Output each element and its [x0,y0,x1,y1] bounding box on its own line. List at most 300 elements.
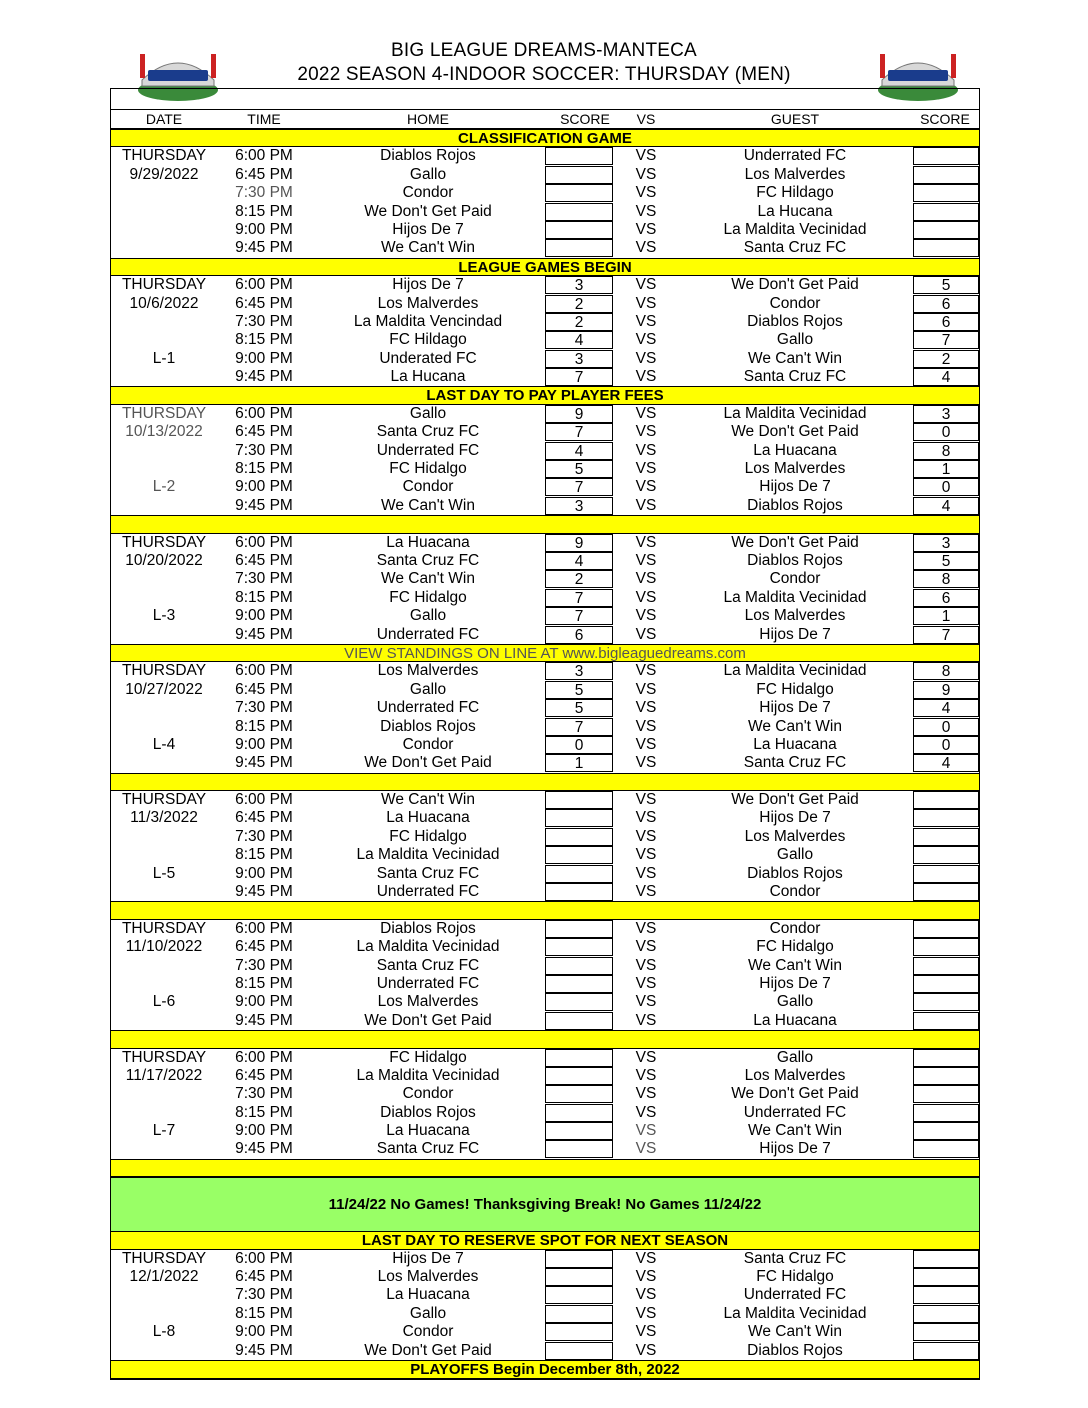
game-time: 9:45 PM [235,1011,293,1029]
game-row [111,405,979,423]
home-team: Condor [402,1323,454,1341]
game-time: 8:15 PM [235,202,293,220]
guest-team: Hijos De 7 [759,1140,831,1158]
section-band [111,1159,979,1177]
home-score [545,1342,613,1360]
guest-team: Condor [769,294,821,312]
guest-score [913,993,979,1011]
game-time: 7:30 PM [235,827,293,845]
guest-team: La Huacana [753,441,837,459]
home-score [545,993,613,1011]
vs-label: VS [635,441,657,459]
game-time: 6:00 PM [235,404,293,422]
guest-score [913,1323,979,1341]
guest-team: We Don't Get Paid [731,276,859,294]
page-title: BIG LEAGUE DREAMS-MANTECA [391,40,697,61]
guest-team: Diablos Rojos [747,864,843,882]
guest-score [913,957,979,975]
col-score-home: SCORE [560,111,610,127]
vs-label: VS [635,919,657,937]
game-row [111,184,979,202]
vs-label: VS [635,294,657,312]
guest-score: 7 [913,626,979,644]
guest-score: 4 [913,497,979,515]
game-row [111,809,979,827]
vs-label: VS [635,588,657,606]
home-score: 6 [545,626,613,644]
home-team: Diablos Rojos [380,147,476,165]
col-score-guest: SCORE [920,111,970,127]
game-date: L-5 [152,864,176,882]
home-team: Hijos De 7 [392,220,464,238]
home-team: Underated FC [379,349,477,367]
game-time: 7:30 PM [235,312,293,330]
game-date: THURSDAY [121,1249,207,1267]
blank-top-row [111,89,979,110]
col-home: HOME [407,111,449,127]
home-score: 7 [545,589,613,607]
game-time: 6:00 PM [235,1048,293,1066]
guest-team: FC Hildago [756,184,834,202]
game-date: 11/3/2022 [130,809,198,827]
home-score [545,1286,613,1304]
home-team: Diablos Rojos [380,919,476,937]
game-date: 10/27/2022 [125,680,203,698]
game-row [111,791,979,809]
home-team: Gallo [409,165,447,183]
vs-label: VS [635,827,657,845]
game-time: 8:15 PM [235,588,293,606]
game-date: 11/10/2022 [125,938,203,956]
home-score: 3 [545,497,613,515]
home-team: We Don't Get Paid [364,1011,492,1029]
home-team: FC Hidalgo [389,588,467,606]
game-row [111,1067,979,1085]
guest-team: We Don't Get Paid [731,1085,859,1103]
vs-label: VS [635,699,657,717]
guest-team: Gallo [776,993,814,1011]
game-date: L-7 [152,1122,176,1140]
section-band [111,773,979,791]
guest-team: Gallo [776,1048,814,1066]
home-team: Los Malverdes [377,662,479,680]
home-score [545,184,613,202]
guest-team: Diablos Rojos [747,551,843,569]
game-time: 9:00 PM [235,220,293,238]
guest-score [913,883,979,901]
home-score [545,809,613,827]
guest-score [913,809,979,827]
home-score: 5 [545,460,613,478]
vs-label: VS [635,1140,657,1158]
home-score [545,1104,613,1122]
guest-score [913,239,979,257]
home-score [545,203,613,221]
game-row [111,221,979,239]
game-row [111,754,979,772]
game-date: THURSDAY [121,919,207,937]
game-time: 7:30 PM [235,441,293,459]
game-row [111,570,979,588]
game-row [111,552,979,570]
vs-label: VS [635,202,657,220]
guest-team: Los Malverdes [744,607,846,625]
game-time: 8:15 PM [235,1304,293,1322]
guest-score: 5 [913,276,979,294]
home-team: La Huacana [386,533,470,551]
home-team: Santa Cruz FC [376,551,480,569]
vs-label: VS [635,551,657,569]
guest-score: 9 [913,681,979,699]
guest-team: FC Hidalgo [756,1268,834,1286]
section-band: LAST DAY TO PAY PLAYER FEES [111,386,979,404]
home-team: Gallo [409,680,447,698]
game-date: L-6 [152,993,176,1011]
home-team: Underrated FC [376,441,480,459]
home-score: 2 [545,313,613,331]
guest-team: Hijos De 7 [759,809,831,827]
guest-team: Diablos Rojos [747,312,843,330]
game-date: THURSDAY [121,276,207,294]
home-score: 4 [545,331,613,349]
home-team: La Huacana [386,1286,470,1304]
game-row [111,883,979,901]
home-score [545,1268,613,1286]
guest-team: Condor [769,919,821,937]
game-time: 9:00 PM [235,478,293,496]
game-time: 6:45 PM [235,680,293,698]
game-time: 6:00 PM [235,919,293,937]
guest-score [913,1122,979,1140]
game-time: 9:45 PM [235,1341,293,1359]
vs-label: VS [635,735,657,753]
game-time: 7:30 PM [235,699,293,717]
vs-label: VS [635,607,657,625]
home-team: We Don't Get Paid [364,754,492,772]
vs-label: VS [635,147,657,165]
guest-score [913,1067,979,1085]
home-score [545,166,613,184]
game-time: 6:45 PM [235,1066,293,1084]
game-row [111,662,979,680]
guest-score: 8 [913,442,979,460]
vs-label: VS [635,791,657,809]
game-time: 9:00 PM [235,1323,293,1341]
guest-score [913,1342,979,1360]
vs-label: VS [635,460,657,478]
game-row [111,975,979,993]
game-date: 11/17/2022 [125,1066,203,1084]
vs-label: VS [635,938,657,956]
guest-team: Diablos Rojos [747,1341,843,1359]
home-score [545,828,613,846]
guest-team: FC Hidalgo [756,938,834,956]
holiday-notice: 11/24/22 No Games! Thanksgiving Break! No Games 11/24/22 [111,1177,979,1231]
guest-team: We Can't Win [748,717,842,735]
game-time: 9:00 PM [235,607,293,625]
home-team: La Maldita Vencindad [353,312,503,330]
game-row [111,920,979,938]
col-guest: GUEST [770,111,820,127]
guest-team: Hijos De 7 [759,974,831,992]
game-row [111,203,979,221]
guest-score: 1 [913,460,979,478]
game-time: 7:30 PM [235,1286,293,1304]
game-time: 8:15 PM [235,846,293,864]
game-row [111,1250,979,1268]
guest-team: We Don't Get Paid [731,791,859,809]
home-team: FC Hidalgo [389,1048,467,1066]
vs-label: VS [635,570,657,588]
schedule-body [111,129,979,1360]
game-row [111,497,979,515]
guest-team: Hijos De 7 [759,699,831,717]
home-team: We Don't Get Paid [364,1341,492,1359]
game-time: 9:45 PM [235,754,293,772]
vs-label: VS [635,220,657,238]
game-row [111,1012,979,1030]
column-header-row [111,110,979,129]
game-time: 9:45 PM [235,496,293,514]
guest-score [913,147,979,165]
home-team: Condor [402,735,454,753]
guest-team: Los Malverdes [744,1066,846,1084]
home-team: Diablos Rojos [380,1103,476,1121]
game-time: 9:45 PM [235,1140,293,1158]
guest-score: 2 [913,350,979,368]
guest-score [913,791,979,809]
home-team: Underrated FC [376,625,480,643]
guest-team: Los Malverdes [744,460,846,478]
home-score: 4 [545,552,613,570]
home-score [545,920,613,938]
game-row [111,147,979,165]
guest-score [913,1268,979,1286]
guest-team: Santa Cruz FC [743,368,847,386]
playoffs-band: PLAYOFFS Begin December 8th, 2022 [111,1360,979,1378]
game-row [111,938,979,956]
game-time: 9:00 PM [235,735,293,753]
guest-team: Santa Cruz FC [743,239,847,257]
home-score [545,975,613,993]
guest-score [913,828,979,846]
guest-team: Hijos De 7 [759,625,831,643]
game-time: 6:45 PM [235,938,293,956]
guest-score [913,938,979,956]
guest-team: La Huacana [753,735,837,753]
guest-score [913,1049,979,1067]
vs-label: VS [635,1323,657,1341]
guest-score [913,920,979,938]
home-team: FC Hidalgo [389,460,467,478]
guest-score [913,1085,979,1103]
game-time: 7:30 PM [235,956,293,974]
home-team: We Can't Win [381,570,475,588]
game-date: THURSDAY [121,1048,207,1066]
game-row [111,718,979,736]
home-score: 3 [545,662,613,680]
home-score [545,1140,613,1158]
game-row [111,957,979,975]
vs-label: VS [635,680,657,698]
game-time: 6:00 PM [235,276,293,294]
game-date: THURSDAY [121,791,207,809]
guest-team: Los Malverdes [744,827,846,845]
home-team: Santa Cruz FC [376,1140,480,1158]
guest-score: 8 [913,662,979,680]
guest-score: 4 [913,368,979,386]
guest-team: Condor [769,883,821,901]
game-time: 8:15 PM [235,1103,293,1121]
guest-team: Gallo [776,846,814,864]
vs-label: VS [635,349,657,367]
home-score [545,1012,613,1030]
game-row [111,846,979,864]
guest-team: We Can't Win [748,1323,842,1341]
game-row [111,1049,979,1067]
vs-label: VS [635,239,657,257]
game-row [111,423,979,441]
game-date: L-3 [152,607,176,625]
vs-label: VS [635,625,657,643]
home-score [545,1067,613,1085]
vs-label: VS [635,423,657,441]
col-vs: VS [636,111,656,127]
game-row [111,239,979,257]
game-time: 6:00 PM [235,147,293,165]
game-time: 8:15 PM [235,460,293,478]
vs-label: VS [635,1122,657,1140]
game-time: 8:15 PM [235,331,293,349]
home-team: Underrated FC [376,883,480,901]
home-team: Santa Cruz FC [376,864,480,882]
vs-label: VS [635,1341,657,1359]
guest-score: 1 [913,607,979,625]
vs-label: VS [635,276,657,294]
guest-team: We Can't Win [748,1122,842,1140]
home-score: 2 [545,570,613,588]
game-date: L-8 [152,1323,176,1341]
game-row [111,442,979,460]
guest-score [913,203,979,221]
guest-team: Underrated FC [743,147,847,165]
home-score: 7 [545,423,613,441]
guest-score [913,1104,979,1122]
schedule-sheet [110,88,980,1380]
guest-score: 6 [913,313,979,331]
game-time: 6:45 PM [235,551,293,569]
vs-label: VS [635,165,657,183]
game-row [111,681,979,699]
game-time: 9:00 PM [235,1122,293,1140]
game-time: 6:00 PM [235,791,293,809]
col-date: DATE [145,111,183,127]
guest-team: Santa Cruz FC [743,1249,847,1267]
home-score: 3 [545,350,613,368]
home-team: Los Malverdes [377,993,479,1011]
guest-score [913,221,979,239]
game-time: 6:00 PM [235,1249,293,1267]
home-score [545,1122,613,1140]
home-score [545,957,613,975]
home-score: 3 [545,276,613,294]
home-score: 5 [545,699,613,717]
game-time: 6:45 PM [235,809,293,827]
game-date: 12/1/2022 [129,1268,199,1286]
game-row [111,331,979,349]
guest-team: We Can't Win [748,349,842,367]
game-row [111,1104,979,1122]
game-time: 6:45 PM [235,423,293,441]
home-score [545,239,613,257]
game-row [111,736,979,754]
game-row [111,368,979,386]
home-team: Santa Cruz FC [376,423,480,441]
game-time: 7:30 PM [235,570,293,588]
guest-score [913,1140,979,1158]
game-row [111,1122,979,1140]
section-band: CLASSIFICATION GAME [111,129,979,147]
game-row [111,478,979,496]
game-row [111,1323,979,1341]
game-row [111,460,979,478]
home-score: 2 [545,295,613,313]
guest-team: Diablos Rojos [747,496,843,514]
game-time: 7:30 PM [235,184,293,202]
guest-score [913,1286,979,1304]
game-row [111,295,979,313]
vs-label: VS [635,1304,657,1322]
guest-score: 0 [913,478,979,496]
game-row [111,1268,979,1286]
game-date: 9/29/2022 [129,165,199,183]
game-time: 8:15 PM [235,974,293,992]
home-team: La Huacana [386,1122,470,1140]
guest-score [913,184,979,202]
home-score: 4 [545,442,613,460]
home-score [545,938,613,956]
game-date: THURSDAY [121,147,207,165]
home-score: 9 [545,534,613,552]
home-team: Diablos Rojos [380,717,476,735]
guest-team: Los Malverdes [744,165,846,183]
home-score [545,865,613,883]
guest-team: Hijos De 7 [759,478,831,496]
home-team: La Maldita Vecinidad [356,846,500,864]
guest-score [913,1305,979,1323]
home-score [545,791,613,809]
col-time: TIME [247,111,281,127]
game-row [111,1140,979,1158]
home-team: FC Hidalgo [389,827,467,845]
game-date: L-2 [152,478,176,496]
guest-score [913,1250,979,1268]
home-team: La Hucana [390,368,466,386]
home-score: 9 [545,405,613,423]
game-time: 6:45 PM [235,294,293,312]
vs-label: VS [635,809,657,827]
home-score [545,147,613,165]
vs-label: VS [635,312,657,330]
vs-label: VS [635,1048,657,1066]
game-time: 6:00 PM [235,662,293,680]
game-time: 9:00 PM [235,349,293,367]
home-score [545,846,613,864]
home-team: Condor [402,1085,454,1103]
home-team: Condor [402,184,454,202]
home-team: La Maldita Vecinidad [356,1066,500,1084]
vs-label: VS [635,1286,657,1304]
